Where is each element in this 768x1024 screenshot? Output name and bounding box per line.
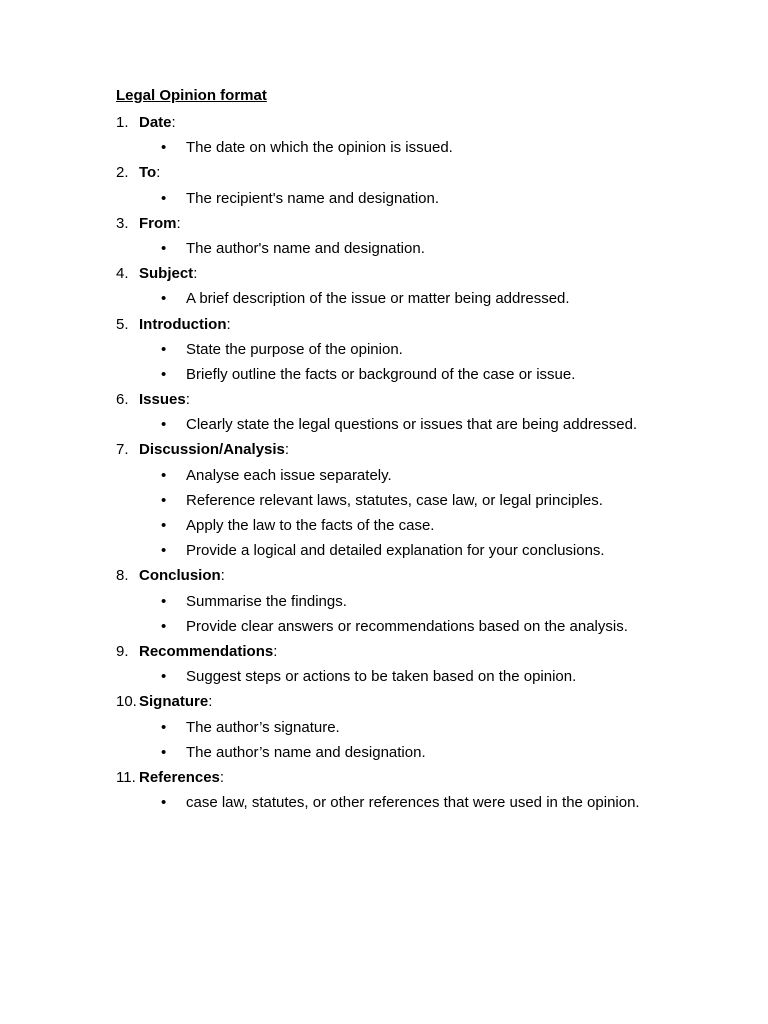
bullet-text: Summarise the findings. xyxy=(186,592,347,610)
bullet-icon: • xyxy=(161,668,167,686)
bullet-point xyxy=(116,340,716,365)
list-item-heading-line xyxy=(139,692,212,712)
bullet-point xyxy=(116,138,716,163)
list-item-number: 3. xyxy=(116,214,129,232)
bullet-icon: • xyxy=(161,517,167,534)
list-item xyxy=(116,264,716,289)
bullet-point xyxy=(116,793,716,818)
bullet-point xyxy=(116,667,716,692)
bullet-text: The author’s signature. xyxy=(186,718,340,736)
bullet-text: A brief description of the issue or matter being addressed. xyxy=(186,290,570,308)
list-item-heading: Introduction xyxy=(139,315,227,333)
list-item xyxy=(116,768,716,793)
list-item-number: 6. xyxy=(116,391,129,409)
bullet-point xyxy=(116,189,716,214)
bullet-point xyxy=(116,743,716,768)
list-item-heading: Subject xyxy=(139,265,194,283)
list-item-heading-line xyxy=(139,315,231,335)
list-item-heading-line xyxy=(139,390,190,410)
list-item-heading-line xyxy=(139,163,160,183)
bullet-icon: • xyxy=(161,189,167,207)
list-item-heading-line xyxy=(139,642,277,662)
bullet-icon: • xyxy=(161,718,167,736)
bullet-point xyxy=(116,415,716,440)
list-item-heading: To xyxy=(139,164,157,182)
list-item-heading-line xyxy=(139,113,176,133)
list-item-heading-colon: : xyxy=(208,693,213,711)
bullet-point xyxy=(116,289,716,314)
list-item-heading-colon: : xyxy=(156,164,161,182)
list-item-heading-line xyxy=(139,440,289,460)
list-item-heading-colon: : xyxy=(220,567,225,585)
list-item-heading: Signature xyxy=(139,693,209,711)
list-item-heading: Issues xyxy=(139,391,186,409)
list-item-number: 9. xyxy=(116,642,129,660)
list-item-number: 10. xyxy=(116,693,137,711)
bullet-icon: • xyxy=(161,290,167,308)
list-item-number: 8. xyxy=(116,567,129,585)
bullet-point xyxy=(116,617,716,642)
list-item-number: 7. xyxy=(116,441,129,459)
bullet-text: State the purpose of the opinion. xyxy=(186,340,403,358)
list-item-heading: Conclusion xyxy=(139,567,221,585)
bullet-point xyxy=(116,541,716,566)
list-item xyxy=(116,566,716,591)
list-item-number: 5. xyxy=(116,315,129,333)
bullet-icon: • xyxy=(161,365,167,383)
bullet-icon: • xyxy=(161,139,167,157)
list-item-heading: From xyxy=(139,214,177,232)
list-item-number: 11. xyxy=(116,768,136,786)
bullet-text: Reference relevant laws, statutes, case law, or legal principles. xyxy=(186,491,603,509)
list-item-heading-line xyxy=(139,566,225,586)
list-item-number: 4. xyxy=(116,265,129,283)
list-item xyxy=(116,390,716,415)
bullet-text: Clearly state the legal questions or issues that are being addressed. xyxy=(186,416,638,434)
list-item-heading: References xyxy=(139,768,220,786)
bullet-text: The author’s name and designation. xyxy=(186,743,426,761)
list-item-heading-colon: : xyxy=(273,642,278,660)
bullet-point xyxy=(116,516,716,541)
document-title: Legal Opinion format xyxy=(116,87,267,104)
list-item xyxy=(116,113,716,138)
list-item-heading-line xyxy=(139,264,197,284)
list-item-heading-colon: : xyxy=(171,114,176,131)
bullet-icon: • xyxy=(161,466,167,484)
bullet-text: Briefly outline the facts or background of the case or issue. xyxy=(186,365,576,383)
bullet-text: Provide a logical and detailed explanation for your conclusions. xyxy=(186,542,605,560)
list-item xyxy=(116,642,716,667)
list-item-heading-line xyxy=(139,214,181,234)
list-item-heading-colon: : xyxy=(284,441,290,459)
list-item-heading-line xyxy=(139,768,224,788)
bullet-icon: • xyxy=(161,592,167,610)
bullet-point xyxy=(116,466,716,491)
list-item-number: 1. xyxy=(116,114,129,131)
bullet-icon: • xyxy=(161,491,167,509)
bullet-icon: • xyxy=(161,794,167,812)
bullet-text: Analyse each issue separately. xyxy=(186,466,392,484)
bullet-point xyxy=(116,365,716,390)
list-item-heading-colon: : xyxy=(185,391,190,409)
list-item xyxy=(116,440,716,465)
bullet-icon: • xyxy=(161,542,167,560)
bullet-icon: • xyxy=(161,416,167,434)
list-item xyxy=(116,315,716,340)
list-item-heading: Recommendations xyxy=(139,642,274,660)
section-list xyxy=(116,113,716,818)
list-item-heading-colon: : xyxy=(176,214,181,232)
bullet-icon: • xyxy=(161,239,167,257)
bullet-icon: • xyxy=(161,743,167,761)
bullet-text: The author's name and designation. xyxy=(186,239,425,257)
bullet-point xyxy=(116,718,716,743)
bullet-point xyxy=(116,239,716,264)
bullet-text: Apply the law to the facts of the case. xyxy=(186,517,435,534)
list-item-heading: Discussion/Analysis xyxy=(139,441,285,459)
list-item xyxy=(116,214,716,239)
list-item-heading-colon: : xyxy=(226,315,231,333)
bullet-text: The recipient's name and designation. xyxy=(186,189,440,207)
bullet-text: Suggest steps or actions to be taken based on the opinion. xyxy=(186,668,577,686)
list-item-heading-colon: : xyxy=(219,768,225,786)
bullet-icon: • xyxy=(161,617,167,635)
bullet-icon: • xyxy=(161,340,167,358)
list-item-heading-colon: : xyxy=(193,265,198,283)
bullet-point xyxy=(116,491,716,516)
bullet-text: The date on which the opinion is issued. xyxy=(186,139,453,157)
list-item-heading: Date xyxy=(139,114,172,131)
bullet-text: Provide clear answers or recommendations based on the analysis. xyxy=(186,617,628,635)
list-item-number: 2. xyxy=(116,164,129,182)
list-item xyxy=(116,163,716,188)
bullet-point xyxy=(116,592,716,617)
list-item xyxy=(116,692,716,717)
bullet-text: case law, statutes, or other references that were used in the opinion. xyxy=(186,794,640,812)
